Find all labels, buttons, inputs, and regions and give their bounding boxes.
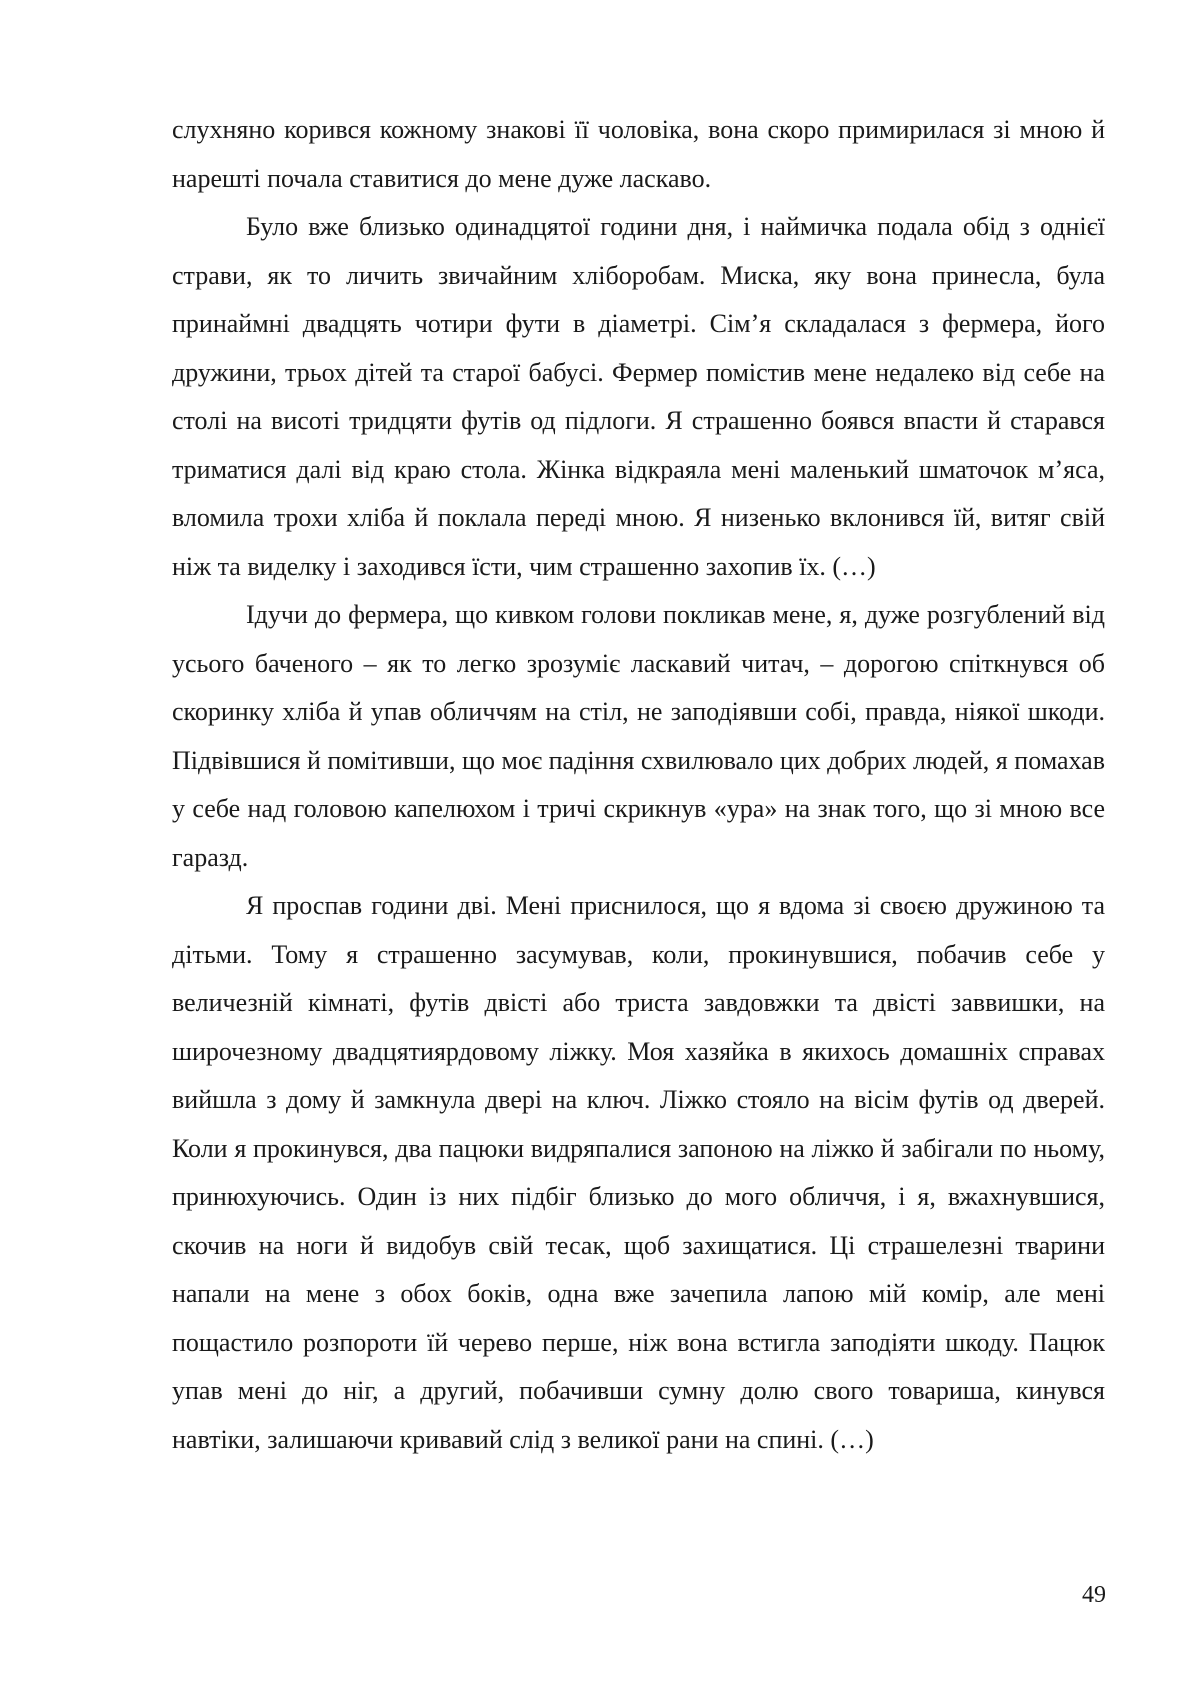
paragraph-1: слухняно корився кожному знакові її чоловіка, вона скоро примирилася зі мною й нарешті почала ставитися до мене дуже ласкаво. [172,115,1105,193]
paragraph-3: Ідучи до фермера, що кивком голови покликав мене, я, дуже розгублений від усього баченого – як то легко зрозуміє ласкавий читач, – дорогою спіткнувся об скоринку хліба й упав обличчям на стіл, не заподіявши собі, правда, ніякої шкоди. Підвівшися й помітивши, що моє падіння схвилювало цих добрих людей, я помахав у себе над головою капелюхом і тричі скрикнув «ура» на знак того, що зі мною все гаразд. [172,600,1105,872]
page-number: 49 [1082,1582,1106,1608]
paragraph-2: Було вже близько одинадцятої години дня, і наймичка подала обід з однієї страви, як то личить звичайним хліборобам. Миска, яку вона принесла, була принаймні двадцять чотири фути в діаметрі. Сім’я складалася з фермера, його дружини, трьох дітей та старої бабусі. Фермер помістив мене недалеко від себе на столі на висоті тридцяти футів од підлоги. Я страшенно боявся впасти й старався триматися далі від краю стола. Жінка відкраяла мені маленький шматочок м’яса, вломила трохи хліба й поклала переді мною. Я низенько вклонився їй, витяг свій ніж та виделку і заходився їсти, чим страшенно захопив їх. (…) [172,212,1105,581]
document-body [172,106,1105,1464]
paragraph-4: Я проспав години дві. Мені приснилося, що я вдома зі своєю дружиною та дітьми. Тому я страшенно засумував, коли, прокинувшися, побачив себе у величезній кімнаті, футів двісті або триста завдовжки та двісті заввишки, на широчезному двадцятиярдовому ліжку. Моя хазяйка в якихось домашніх справах вийшла з дому й замкнула двері на ключ. Ліжко стояло на вісім футів од дверей. Коли я прокинувся, два пацюки видряпалися запоною на ліжко й забігали по ньому, принюхуючись. Один із них підбіг близько до мого обличчя, і я, вжахнувшися, скочив на ноги й видобув свій тесак, щоб захищатися. Ці страшелезні тварини напали на мене з обох боків, одна вже зачепила лапою мій комір, але мені пощастило розпороти їй черево перше, ніж вона встигла заподіяти шкоду. Пацюк упав мені до ніг, а другий, побачивши сумну долю свого товариша, кинувся навтіки, залишаючи кривавий слід з великої рани на спині. (…) [172,891,1105,1454]
